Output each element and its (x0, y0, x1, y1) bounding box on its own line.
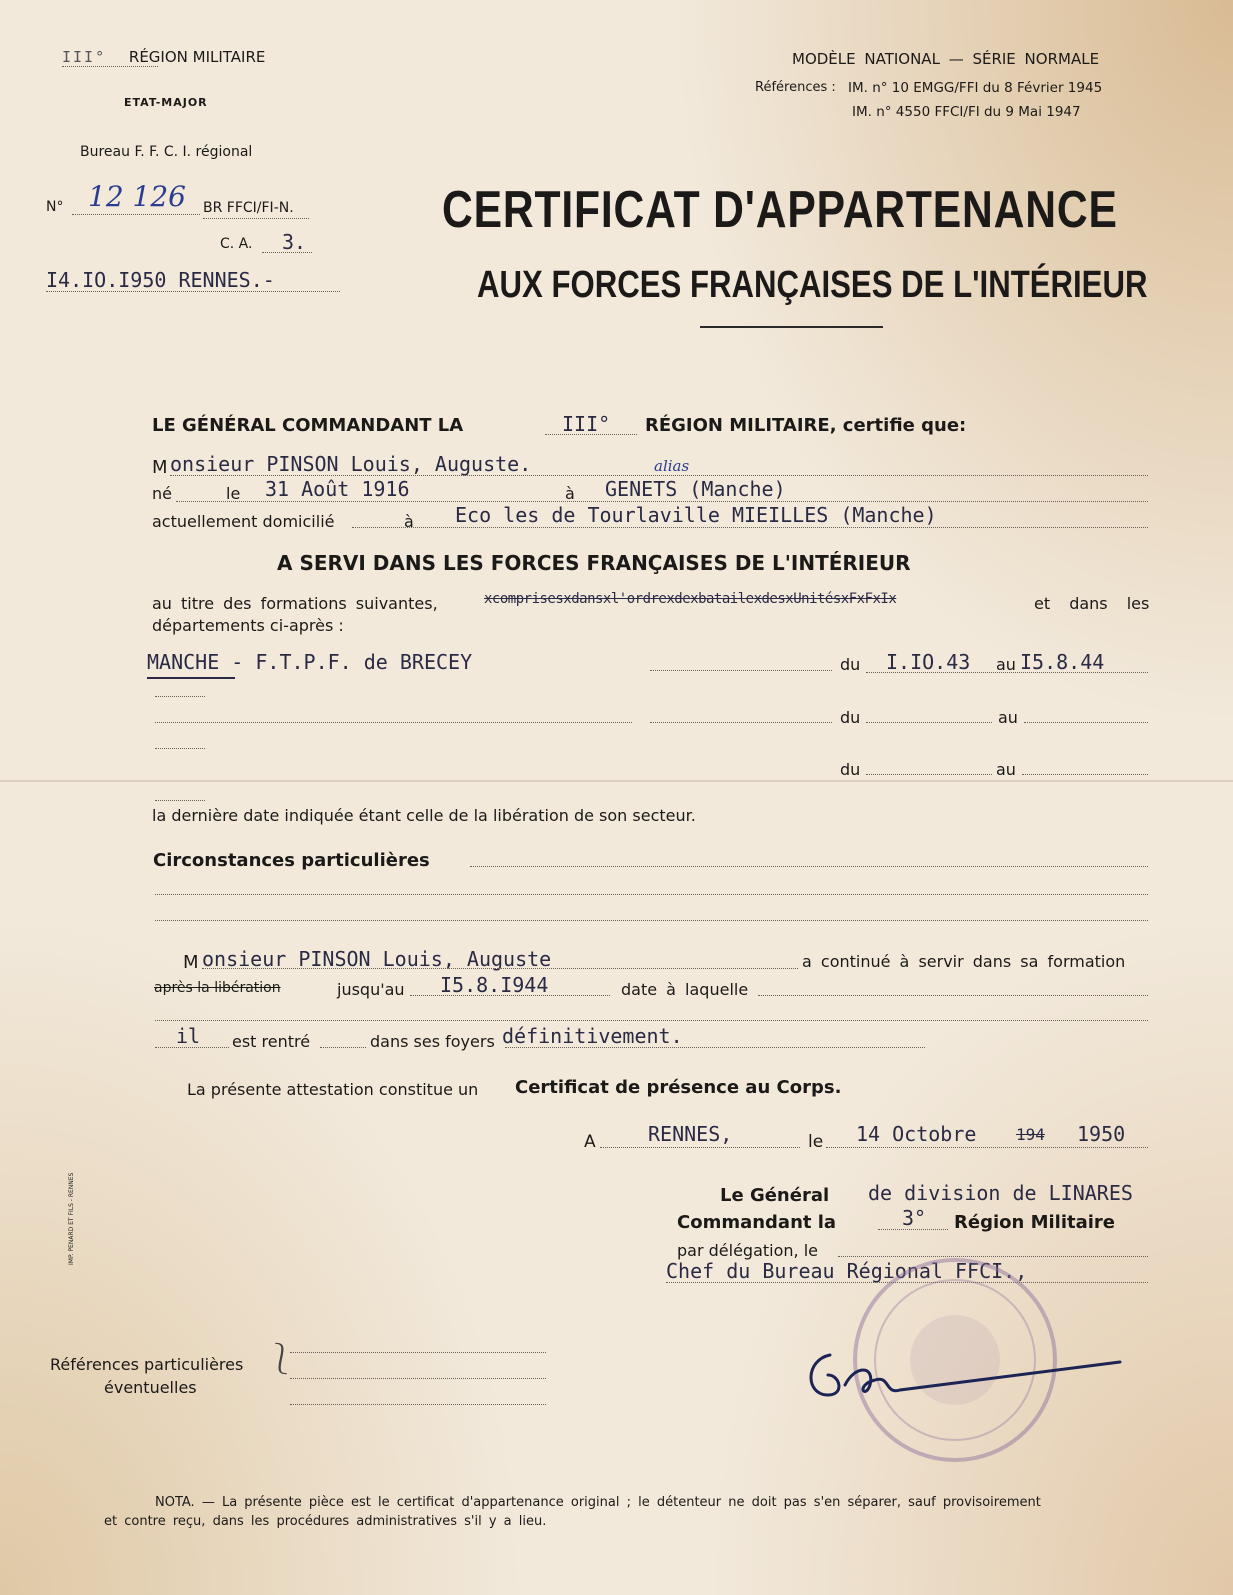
commandant-region: 3° (902, 1206, 927, 1230)
region-number: III° (62, 48, 107, 66)
region-suffix: Région Militaire (954, 1212, 1115, 1233)
title-main: CERTIFICAT D'APPARTENANCE (442, 181, 1118, 239)
general-division: de division de LINARES (868, 1181, 1133, 1205)
reference-1: IM. n° 10 EMGG/FFI du 8 Février 1945 (848, 80, 1103, 96)
continued-m: M (183, 952, 199, 973)
date-value: 14 Octobre (856, 1122, 977, 1146)
formations-intro: au titre des formations suivantes, (152, 594, 438, 613)
date-le-label: le (808, 1132, 824, 1152)
number-label: N° (46, 199, 64, 215)
presence-bold: Certificat de présence au Corps. (515, 1077, 842, 1098)
etat-major: ETAT-MAJOR (124, 96, 208, 109)
liberation-note: la dernière date indiquée étant celle de la libération de son secteur. (152, 806, 696, 825)
date-struck: 194 (1016, 1125, 1045, 1144)
printer-mark: IMP. PENARD ET FILS - RENNES (68, 1172, 75, 1265)
place-value: RENNES, (648, 1122, 733, 1146)
fold-line (0, 780, 1233, 782)
alias-label: alias (654, 457, 690, 475)
ca-value: 3. (282, 230, 307, 254)
domicile-label: actuellement domicilié (152, 512, 335, 531)
jusquau-label: jusqu'au (337, 980, 405, 999)
bureau-label: Bureau F. F. C. I. régional (80, 144, 253, 160)
circonstances-label: Circonstances particulières (153, 850, 430, 871)
date-laquelle: date à laquelle (621, 980, 749, 999)
signature (800, 1340, 1130, 1410)
certify-prefix: LE GÉNÉRAL COMMANDANT LA (152, 415, 464, 436)
title-sub: AUX FORCES FRANÇAISES DE L'INTÉRIEUR (477, 264, 1148, 306)
served-heading: A SERVI DANS LES FORCES FRANÇAISES DE L'INTÉRIEUR (277, 551, 911, 575)
place-a-label: A (584, 1132, 596, 1152)
row1-au-label: au (996, 655, 1016, 674)
row1-du-value: I.IO.43 (886, 650, 971, 674)
birth-place: GENETS (Manche) (605, 477, 786, 501)
chef-bureau: Chef du Bureau Régional FFCI., (666, 1259, 1028, 1283)
delegation-label: par délégation, le (677, 1241, 818, 1260)
row3-du-label: du (840, 760, 861, 779)
departements-label: départements ci-après : (152, 616, 344, 635)
end-date: I5.8.I944 (440, 973, 549, 997)
nota-line-2: et contre reçu, dans les procédures administratives s'il y a lieu. (104, 1514, 547, 1529)
manche-underline (147, 677, 235, 679)
birth-date: 31 Août 1916 (265, 477, 410, 501)
apres-struck: après la libération (154, 980, 281, 996)
person-name: onsieur PINSON Louis, Auguste. (170, 452, 532, 476)
formation-row-1: MANCHE - F.T.P.F. de BRECEY (147, 650, 473, 674)
formations-struck-text: xcomprisesxdansxl'ordrexdexbatailexdesxUnitésxFxFxIx (484, 591, 897, 607)
row1-au-value: I5.8.44 (1020, 650, 1105, 674)
references-brace: ⎱ (266, 1342, 296, 1377)
row3-au-label: au (996, 760, 1016, 779)
continued-text: a continué à servir dans sa formation (802, 952, 1126, 971)
title-underline (700, 326, 883, 328)
general-label: Le Général (720, 1185, 830, 1206)
presence-text: La présente attestation constitue un (187, 1080, 479, 1099)
issue-stamp-line: I4.IO.I950 RENNES.- (46, 268, 275, 292)
born-le-label: le (226, 484, 241, 503)
reference-2: IM. n° 4550 FFCI/FI du 9 Mai 1947 (852, 104, 1081, 120)
ca-label: C. A. (220, 236, 253, 252)
born-at-label: à (565, 484, 575, 503)
row2-du-label: du (840, 708, 861, 727)
number-suffix: BR FFCI/FI-N. (203, 200, 294, 216)
region-label: RÉGION MILITAIRE (128, 48, 266, 66)
certify-suffix: RÉGION MILITAIRE, certifie que: (645, 415, 967, 436)
row1-du-label: du (840, 655, 861, 674)
continued-name: onsieur PINSON Louis, Auguste (202, 947, 552, 971)
certify-region: III° (562, 412, 611, 436)
formations-intro-end: et dans les (1034, 594, 1150, 613)
references-label: Références : (755, 80, 836, 95)
foyers-label: dans ses foyers (370, 1032, 495, 1051)
region-line (62, 48, 265, 66)
references-label-2: éventuelles (104, 1378, 197, 1397)
commandant-label: Commandant la (677, 1212, 837, 1233)
nota-line-1: NOTA. — La présente pièce est le certificat d'appartenance original ; le détenteur ne doit pas s'en séparer, sauf provisoirement (155, 1495, 1041, 1510)
model-line: MODÈLE NATIONAL — SÉRIE NORMALE (792, 50, 1100, 68)
date-year: 1950 (1077, 1122, 1126, 1146)
number-value: 12 126 (88, 180, 186, 213)
pronoun: il (176, 1024, 201, 1048)
domicile-value: Eco les de Tourlaville MIEILLES (Manche) (455, 503, 937, 527)
person-m: M (152, 457, 168, 478)
definitivement: définitivement. (502, 1024, 683, 1048)
references-label-1: Références particulières (50, 1355, 244, 1374)
row2-au-label: au (998, 708, 1018, 727)
est-rentre: est rentré (232, 1032, 311, 1051)
born-label: né (152, 484, 172, 503)
domicile-at-label: à (404, 512, 414, 531)
